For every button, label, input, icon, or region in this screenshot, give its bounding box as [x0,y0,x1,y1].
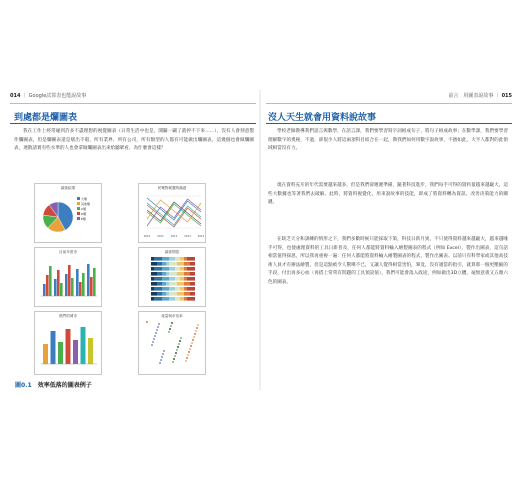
stacked-segment [157,262,162,266]
scatter-point [177,346,179,348]
stacked-segment [162,267,169,271]
stacked-segment [162,272,166,276]
left-page-running-title: Google試算表也能說故事 [28,93,87,99]
scatter-point [179,340,181,342]
stacked-segment [151,297,154,301]
single-bar-chart-title: 熱門的城市 [59,314,77,318]
scatter-point [188,351,190,353]
scatter-point [159,362,161,364]
left-page-header-sep: ｜ [22,93,28,99]
right-header-rule [266,103,512,104]
single-bar [58,342,63,364]
figure-caption-text: 效率低落的圖表例子 [37,382,92,389]
stacked-segment [180,267,184,271]
scatter-point [157,326,159,328]
stacked-segment [162,262,166,266]
left-page-header [10,92,256,102]
pie-legend-label: 大類 [80,197,87,201]
scatter-point [187,354,189,356]
stacked-segment [175,297,180,301]
stacked-segment [169,272,177,276]
stacked-segment [162,257,169,261]
stacked-segment [151,267,154,271]
grouped-bar [90,277,93,296]
scatter-point [175,352,177,354]
scatter-point [146,321,148,323]
stacked-segment [169,282,177,286]
right-paragraph-2: 現在資料充斥的年代需要越來越多，但是我們卻遲遲準備，隨著科技進步，我們每手可得的資料量越來越龐大，這些大數據也等著我們去破解。此時，將資料視覺化、用來說故事的技能，即成了將資料轉為資訊，改善決策能力的關鍵。 [268,183,508,205]
scatter-point [185,360,187,362]
stacked-segment [157,272,162,276]
scatter-point [171,322,173,324]
stacked-segment [151,262,157,266]
grouped-bar [60,283,63,296]
stacked-segment [162,292,166,296]
left-page-number: 014 [10,93,21,99]
scatter-point [192,339,194,341]
grouped-bar [82,273,85,296]
stacked-segment [175,287,180,291]
stacked-segment [151,277,154,281]
line-chart-x-tick: 2011 [157,235,164,238]
single-bar [73,340,78,364]
right-page-heading: 沒人天生就會用資料說故事 [268,113,377,123]
left-header-rule [10,103,256,104]
line-chart-thumbnail [138,183,206,243]
single-bar [81,327,86,364]
stacked-segment [151,282,157,286]
grouped-bar [79,282,82,296]
scatter-point [161,356,163,358]
stacked-segment [169,297,175,301]
stacked-segment [184,272,190,276]
pie-legend-label: C類 [80,207,87,211]
left-page-paragraph: 我在工作上經常碰到許多不盡理想的視覺圖表（日常生活中也是，開闢一闢了就停不下來……），沒有人會刻意製作爛圖表，但是爛圖表還是層出不窮，所有業界、所有公司，所有類型的人都有可能做出爛圖表。這幾個也會做爛圖表，連散諸實有些水準的人也會拿做爛圖表出來給聽眾看，為什麼會這樣？ [14,129,254,151]
scatter-point [196,327,198,329]
scatter-point [155,332,157,334]
stacked-segment [166,262,169,266]
grouped-bar [76,269,79,296]
left-heading-rule [10,123,256,124]
pie-legend-swatch [77,217,80,220]
grouped-bar-chart-graphic [35,248,101,306]
single-bar-chart-graphic [35,312,101,374]
scatter-point [152,341,154,343]
stacked-segment [169,267,175,271]
grouped-bar [87,264,90,296]
single-bar [66,329,71,364]
stacked-segment [151,272,157,276]
stacked-segment [169,287,175,291]
stacked-segment [187,267,195,271]
scatter-point [163,350,165,352]
pie-legend-label: 其他類 [80,202,90,206]
stacked-segment [184,277,187,281]
stacked-segment [154,277,162,281]
stacked-segment [187,297,195,301]
stacked-segment [180,297,184,301]
single-bar [88,338,93,364]
stacked-segment [166,272,169,276]
figure-caption-label: 圖0.1 [15,382,32,389]
scatter-point [174,355,176,357]
right-page-number: 015 [501,93,512,99]
stacked-segment [154,287,162,291]
stacked-bar-chart-graphic [139,248,205,306]
left-page [10,90,256,390]
pie-legend-label: E類 [80,217,86,221]
stacked-segment [169,292,177,296]
stacked-segment [154,267,162,271]
scatter-point [186,357,188,359]
line-chart-x-tick: 2010 [143,235,151,238]
stacked-segment [177,272,184,276]
stacked-segment [184,257,187,261]
scatter-point [176,349,178,351]
stacked-segment [177,282,184,286]
grouped-bar [57,270,60,296]
stacked-segment [162,277,169,281]
line-chart-x-tick: 2013 [184,235,191,238]
pie-chart-title: 調查結果 [60,186,76,190]
pie-legend-swatch [77,207,80,210]
stacked-segment [180,287,184,291]
line-chart-x-tick: 2012 [170,235,178,238]
pie-chart-thumbnail [34,183,102,243]
stacked-segment [184,297,187,301]
scatter-point [195,330,197,332]
right-heading-rule [266,123,512,124]
stacked-segment [184,282,190,286]
scatter-point [153,338,155,340]
stacked-segment [180,257,184,261]
right-paragraph-1: 學校老師教導我們語言與數學，在語言課，我們要學習寫字詞組成句子、將句子組成故事；在數學課，我們要學習理解數字的奧秘，不過，卻很少人將這兩項科目結合在一起，教我們如何用數字說故事，不擅如此，大半人都對的此領域相當沒有力。 [268,129,508,151]
grouped-bar [54,279,57,296]
scatter-chart-title: 產量與市佔率 [161,314,183,318]
right-page-running-title: 前言 用圖表說故事 [448,93,494,99]
right-page-header-sep: ｜ [494,93,500,99]
scatter-point [189,348,191,350]
stacked-segment [184,292,190,296]
grouped-bar [68,265,71,296]
right-page [266,90,512,390]
stacked-segment [184,287,187,291]
stacked-segment [169,277,175,281]
stacked-segment [157,282,162,286]
pie-legend [77,197,90,222]
line-chart-graphic [139,184,205,242]
scatter-point [154,335,156,337]
stacked-segment [177,292,184,296]
stacked-segment [190,272,195,276]
grouped-bar [93,268,96,296]
stacked-segment [151,287,154,291]
stacked-segment [184,262,190,266]
grouped-bar [46,275,49,296]
stacked-segment [157,292,162,296]
single-bar [51,331,56,364]
stacked-segment [187,287,195,291]
left-page-heading: 到處都是爛圖表 [14,113,78,123]
pie-legend-swatch [77,197,80,200]
line-chart-title: 民眾對候選的滿意 [157,186,187,190]
pie-legend-swatch [77,212,80,215]
stacked-segment [180,277,184,281]
stacked-segment [154,257,162,261]
scatter-point [156,329,158,331]
scatter-point [178,343,180,345]
line-chart-x-tick: 2014 [197,235,205,238]
single-bar-chart-thumbnail [34,311,102,375]
stacked-segment [162,297,169,301]
stacked-bar-chart-thumbnail [138,247,206,307]
stacked-segment [151,257,154,261]
book-gutter [259,90,261,390]
stacked-segment [169,257,175,261]
stacked-segment [175,257,180,261]
stacked-segment [190,282,195,286]
right-page-header [266,92,512,102]
line-series [147,205,201,227]
pie-chart-graphic [35,184,101,242]
book-spread [0,90,520,390]
stacked-segment [187,277,195,281]
scatter-chart-graphic [139,312,205,374]
scatter-point [173,358,175,360]
grouped-bar [71,278,74,296]
stacked-segment [190,262,195,266]
single-bar [43,344,48,364]
grouped-bar [49,266,52,296]
stacked-segment [175,267,180,271]
scatter-point [191,342,193,344]
scatter-point [158,323,160,325]
scatter-point [190,345,192,347]
scatter-chart-thumbnail [138,311,206,375]
stacked-segment [175,277,180,281]
pie-legend-label: D類 [80,212,87,216]
stacked-segment [154,297,162,301]
pie-legend-item [77,217,90,222]
scatter-point [172,361,174,363]
figure-caption [15,380,92,389]
stacked-segment [166,292,169,296]
scatter-point [169,328,171,330]
scatter-point [162,353,164,355]
stacked-segment [190,292,195,296]
stacked-bar-chart-title: 調查問卷 [164,250,180,254]
stacked-segment [184,267,187,271]
stacked-segment [151,292,157,296]
grouped-bar [43,284,46,296]
right-paragraph-3: 在缺乏天分和訓練的情形之下，我們多數時候只能採取下策，科技日新月異，不只使得資料越來越龐大，越來越唾手可得，也使處理資料的工具日新普及，任何人都能將資料輸入繪製圖表的程式（例如 Excel），製作出圖表，這句話相當值得探思，所以我再重複一遍：任何人都能將資料輸入繪製圖表的程式，製作出圖表。以前只有科學家或其他高技術人員才有辦法繪製，但是這點被令人驚嘆不已，又讓人覺得相當害怕，畢竟，沒有適當的指引，就算那一個更壓縮的手段，付出再多心血（再搭上常常有問題的工具預設值），我們可能會落入政途，例如做出3D立體，毫無意義又五顏六色的圖表。 [268,237,508,285]
scatter-point [194,333,196,335]
scatter-point [160,359,162,361]
scatter-point [151,344,153,346]
scatter-point [193,336,195,338]
pie-legend-swatch [77,202,80,205]
stacked-segment [166,282,169,286]
scatter-point [168,331,170,333]
grouped-bar [65,274,68,296]
scatter-point [180,337,182,339]
stacked-segment [162,282,166,286]
stacked-segment [187,257,195,261]
stacked-segment [177,262,184,266]
stacked-segment [162,287,169,291]
grouped-bar-chart-title: 目前年度市 [59,250,77,254]
stacked-segment [169,262,177,266]
scatter-point [197,324,199,326]
scatter-point [170,325,172,327]
grouped-bar-chart-thumbnail [34,247,102,307]
